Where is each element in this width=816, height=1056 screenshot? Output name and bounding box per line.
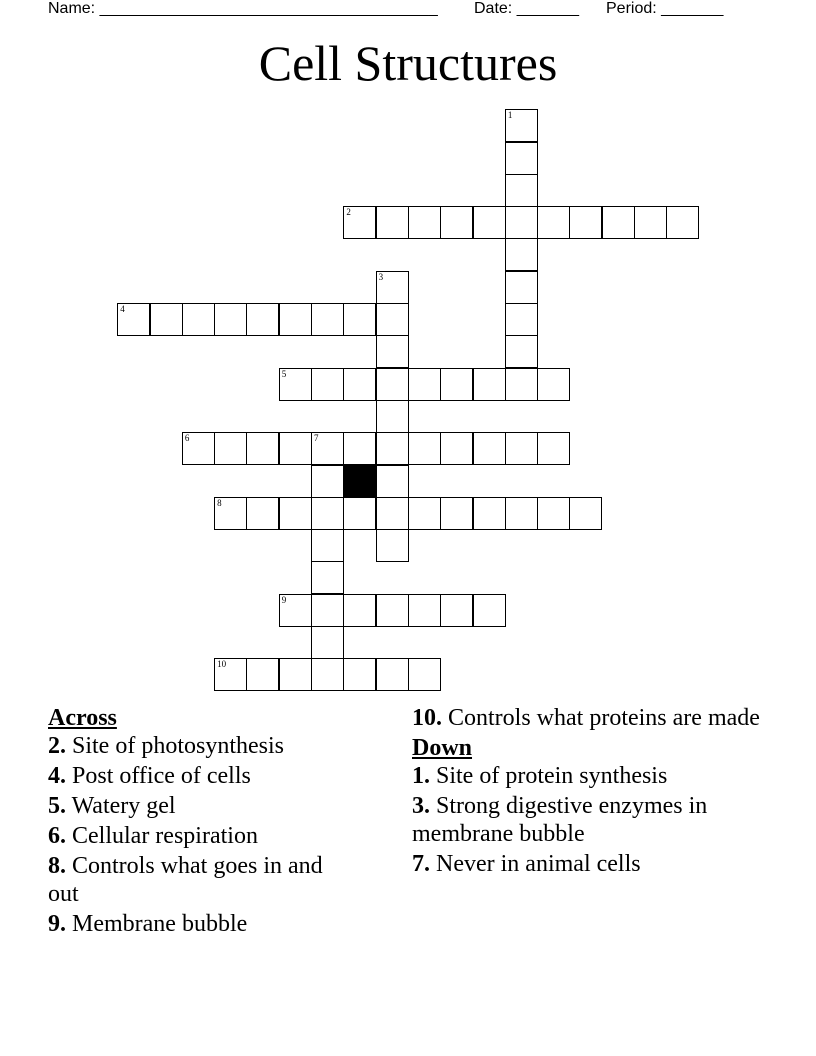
crossword-cell[interactable]	[311, 303, 344, 336]
crossword-cell[interactable]	[569, 206, 602, 239]
crossword-cell[interactable]	[343, 303, 376, 336]
crossword-cell[interactable]	[376, 594, 409, 627]
clue-number-label: 10	[217, 659, 227, 670]
crossword-cell[interactable]	[440, 368, 473, 401]
crossword-cell[interactable]	[376, 432, 409, 465]
crossword-cell[interactable]	[376, 400, 409, 433]
clue-text: Never in animal cells	[430, 851, 641, 877]
crossword-cell[interactable]	[343, 206, 376, 239]
clue-across-8	[48, 852, 348, 908]
crossword-cell[interactable]	[505, 206, 538, 239]
crossword-cell[interactable]	[311, 658, 344, 691]
crossword-cell[interactable]	[505, 335, 538, 368]
across-heading: Across	[48, 705, 117, 731]
clue-across-6	[48, 822, 348, 850]
crossword-cell[interactable]	[505, 368, 538, 401]
clue-number-label: 4	[120, 304, 125, 315]
clue-text: Cellular respiration	[66, 823, 258, 849]
crossword-cell[interactable]	[376, 658, 409, 691]
clue-number-label: 8	[217, 497, 222, 508]
date-field[interactable]: Date: _______	[474, 0, 579, 17]
clue-text: Controls what goes in and out	[48, 853, 323, 907]
clue-across-9	[48, 910, 348, 938]
crossword-cell[interactable]	[376, 465, 409, 498]
crossword-cell[interactable]	[246, 658, 279, 691]
crossword-cell[interactable]	[279, 432, 312, 465]
crossword-cell[interactable]	[376, 335, 409, 368]
clue-number: 1.	[412, 763, 430, 789]
crossword-cell[interactable]	[537, 432, 570, 465]
clue-number-label: 7	[314, 433, 319, 444]
crossword-cell[interactable]	[343, 497, 376, 530]
crossword-cell[interactable]	[505, 109, 538, 142]
crossword-cell[interactable]	[473, 206, 506, 239]
clue-across-2	[48, 732, 348, 760]
crossword-cell[interactable]	[311, 594, 344, 627]
clue-text: Site of photosynthesis	[66, 733, 285, 759]
clue-number: 3.	[412, 793, 430, 819]
crossword-cell[interactable]	[182, 432, 215, 465]
clue-number: 9.	[48, 911, 66, 937]
clue-text: Site of protein synthesis	[430, 763, 668, 789]
crossword-cell[interactable]	[537, 497, 570, 530]
clue-text: Controls what proteins are made	[442, 705, 760, 731]
clue-text: Strong digestive enzymes in membrane bubble	[412, 793, 708, 847]
crossword-cell[interactable]	[376, 271, 409, 304]
crossword-cell[interactable]	[246, 432, 279, 465]
crossword-cell[interactable]	[440, 206, 473, 239]
clue-text: Watery gel	[66, 793, 176, 819]
crossword-cell[interactable]	[634, 206, 667, 239]
crossword-cell[interactable]	[602, 206, 635, 239]
crossword-cell[interactable]	[408, 206, 441, 239]
clue-across-10	[412, 704, 772, 732]
crossword-cell[interactable]	[505, 271, 538, 304]
clue-number: 6.	[48, 823, 66, 849]
crossword-cell[interactable]	[505, 238, 538, 271]
crossword-cell[interactable]	[408, 658, 441, 691]
crossword-cell[interactable]	[214, 303, 247, 336]
period-field[interactable]: Period: _______	[606, 0, 724, 17]
clue-number: 2.	[48, 733, 66, 759]
clue-text: Membrane bubble	[66, 911, 248, 937]
crossword-cell[interactable]	[505, 497, 538, 530]
crossword-cell[interactable]	[569, 497, 602, 530]
crossword-cell[interactable]	[376, 303, 409, 336]
clues-left-column	[48, 704, 348, 940]
crossword-cell[interactable]	[343, 594, 376, 627]
clue-down-1	[412, 762, 772, 790]
clue-number: 8.	[48, 853, 66, 879]
crossword-cell[interactable]	[505, 142, 538, 175]
crossword-cell[interactable]	[376, 497, 409, 530]
clue-number-label: 9	[281, 594, 287, 605]
crossword-cell[interactable]	[376, 206, 409, 239]
crossword-cell[interactable]	[214, 497, 247, 530]
blocked-cell	[343, 465, 376, 498]
crossword-cell[interactable]	[537, 368, 570, 401]
crossword-cell[interactable]	[311, 368, 344, 401]
crossword-cell[interactable]	[311, 561, 344, 594]
crossword-cell[interactable]	[440, 594, 473, 627]
clue-number: 5.	[48, 793, 66, 819]
crossword-cell[interactable]	[246, 303, 279, 336]
crossword-cell[interactable]	[311, 465, 344, 498]
name-field[interactable]: Name: ______________________________________	[48, 0, 438, 17]
crossword-cell[interactable]	[408, 497, 441, 530]
crossword-cell[interactable]	[376, 529, 409, 562]
crossword-cell[interactable]	[343, 432, 376, 465]
crossword-cell[interactable]	[343, 368, 376, 401]
clues-right-column	[412, 704, 772, 880]
crossword-cell[interactable]	[279, 658, 312, 691]
crossword-cell[interactable]	[214, 658, 247, 691]
crossword-cell[interactable]	[473, 594, 506, 627]
crossword-cell[interactable]	[537, 206, 570, 239]
clue-number: 4.	[48, 763, 66, 789]
crossword-cell[interactable]	[505, 432, 538, 465]
crossword-cell[interactable]	[408, 594, 441, 627]
clue-number-label: 2	[346, 207, 351, 218]
clue-number-label: 5	[281, 368, 287, 379]
crossword-cell[interactable]	[666, 206, 699, 239]
clue-across-5	[48, 792, 348, 820]
clue-across-4	[48, 762, 348, 790]
crossword-cell[interactable]	[311, 432, 344, 465]
crossword-cell[interactable]	[150, 303, 183, 336]
clue-number-label: 6	[184, 433, 190, 444]
crossword-cell[interactable]	[246, 497, 279, 530]
crossword-cell[interactable]	[473, 432, 506, 465]
crossword-cell[interactable]	[311, 529, 344, 562]
page-title: Cell Structures	[258, 35, 558, 91]
clue-text: Post office of cells	[66, 763, 251, 789]
crossword-cell[interactable]	[376, 368, 409, 401]
crossword-cell[interactable]	[279, 303, 312, 336]
crossword-cell[interactable]	[182, 303, 215, 336]
crossword-cell[interactable]	[279, 497, 312, 530]
crossword-cell[interactable]	[311, 497, 344, 530]
crossword-cell[interactable]	[311, 626, 344, 659]
clue-number-label: 3	[378, 271, 384, 282]
crossword-cell[interactable]	[440, 497, 473, 530]
crossword-cell[interactable]	[343, 658, 376, 691]
clue-number: 7.	[412, 851, 430, 877]
crossword-cell[interactable]	[473, 368, 506, 401]
clue-number: 10.	[412, 705, 442, 731]
crossword-cell[interactable]	[408, 368, 441, 401]
crossword-cell[interactable]	[279, 594, 312, 627]
clue-down-7	[412, 850, 772, 878]
crossword-cell[interactable]	[117, 303, 150, 336]
down-heading: Down	[412, 735, 473, 761]
clue-down-3	[412, 792, 772, 848]
crossword-cell[interactable]	[505, 174, 538, 207]
crossword-cell[interactable]	[279, 368, 312, 401]
crossword-cell[interactable]	[505, 303, 538, 336]
clue-number-label: 1	[507, 110, 513, 121]
crossword-cell[interactable]	[408, 432, 441, 465]
crossword-cell[interactable]	[440, 432, 473, 465]
crossword-cell[interactable]	[214, 432, 247, 465]
crossword-cell[interactable]	[473, 497, 506, 530]
